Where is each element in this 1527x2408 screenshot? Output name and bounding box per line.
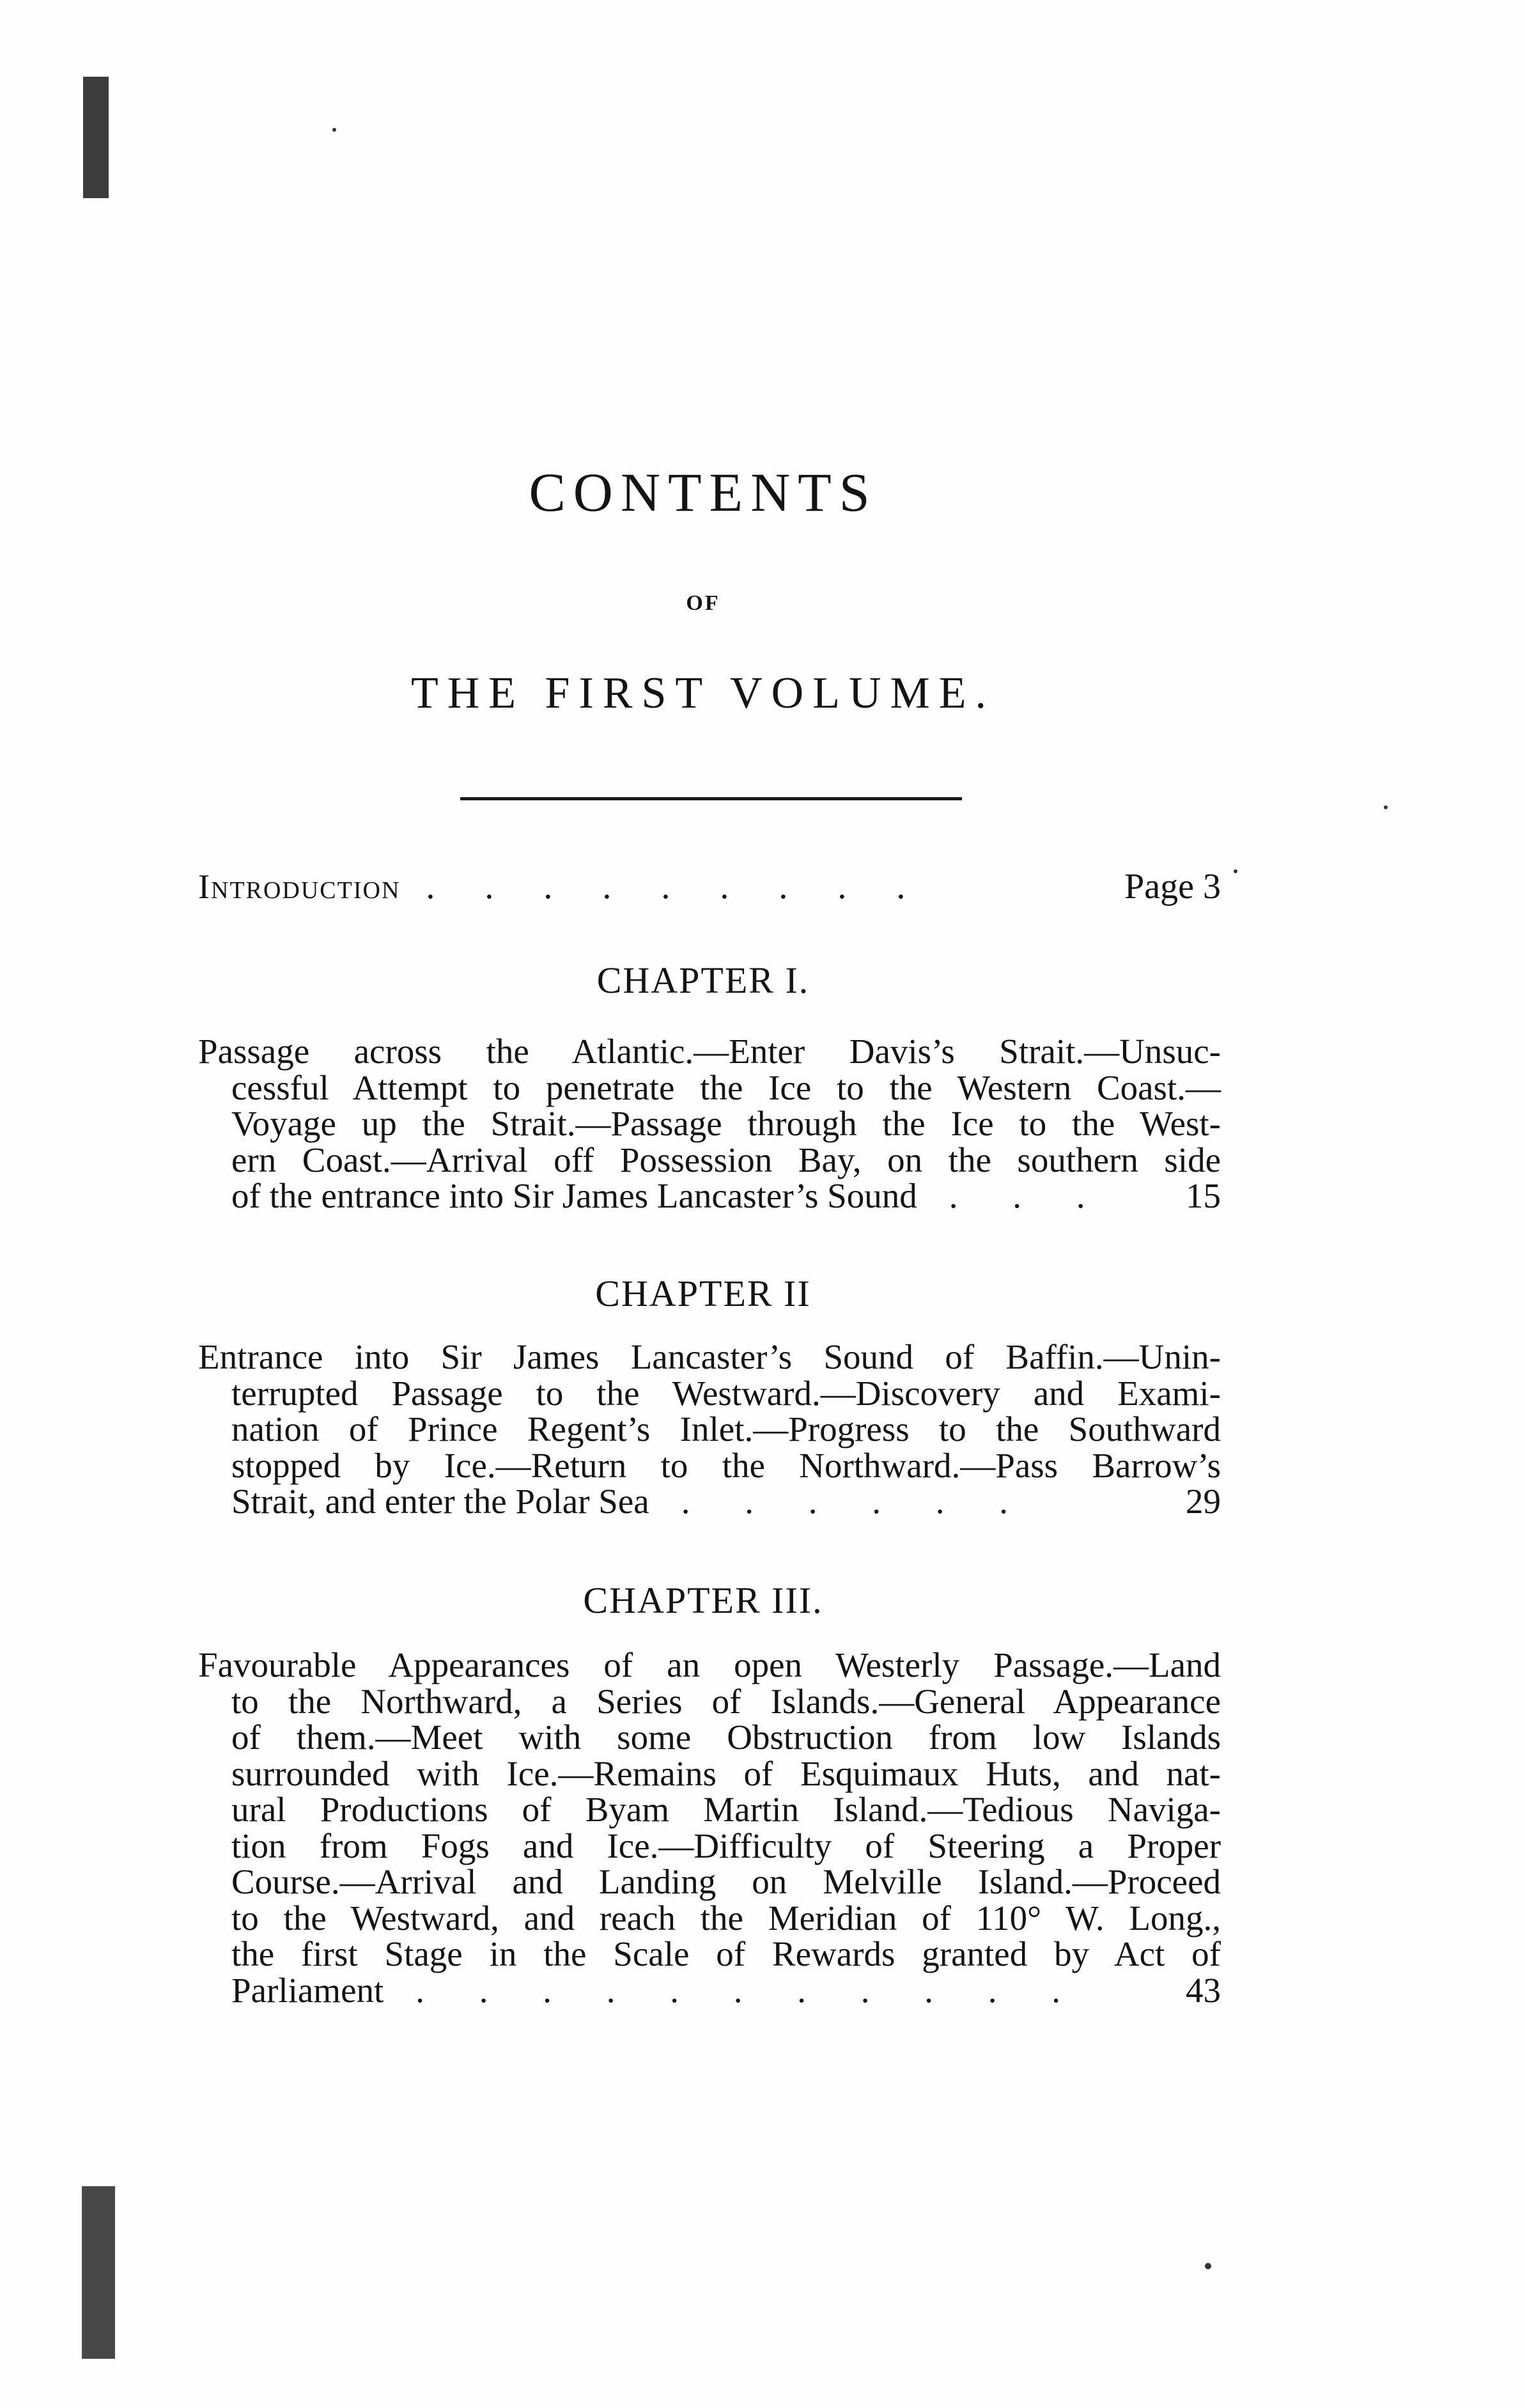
summary-line: Entrance into Sir James Lancaster’s Sound of Baffin.—Unin- bbox=[198, 1337, 1221, 1376]
ink-speck bbox=[1384, 805, 1388, 809]
page-title: CONTENTS bbox=[529, 462, 878, 523]
title-divider bbox=[460, 797, 962, 800]
summary-line: cessful Attempt to penetrate the Ice to the Western Coast.— bbox=[231, 1068, 1221, 1107]
dot-leader: . . . . . . bbox=[681, 1484, 1031, 1520]
summary-line: the first Stage in the Scale of Rewards granted by Act of bbox=[231, 1934, 1221, 1973]
summary-line: to the Westward, and reach the Meridian of 110° W. Long., bbox=[231, 1898, 1221, 1938]
summary-line: ern Coast.—Arrival off Possession Bay, on the southern side bbox=[231, 1140, 1221, 1179]
dot-leader: . . . . . . . . . . . bbox=[415, 1972, 1084, 2008]
volume-title: THE FIRST VOLUME. bbox=[410, 669, 996, 718]
summary-line: Favourable Appearances of an open Westerly Passage.—Land bbox=[198, 1645, 1221, 1684]
introduction-entry bbox=[198, 866, 1221, 907]
summary-line: surrounded with Ice.—Remains of Esquimaux Huts, and nat- bbox=[231, 1753, 1221, 1793]
chapter-3-heading: CHAPTER III. bbox=[583, 1580, 823, 1621]
summary-line: of them.—Meet with some Obstruction from low Islands bbox=[231, 1718, 1221, 1757]
summary-last-line bbox=[198, 1178, 1221, 1215]
chapter-1-heading: CHAPTER I. bbox=[596, 959, 810, 1001]
introduction-page: Page 3 bbox=[1124, 867, 1221, 906]
chapter-1-page: 15 bbox=[1186, 1176, 1221, 1215]
chapter-3-summary bbox=[198, 1647, 1221, 2008]
summary-line: Course.—Arrival and Landing on Melville Island.—Proceed bbox=[231, 1862, 1221, 1901]
ink-speck bbox=[1234, 869, 1237, 873]
summary-line: stopped by Ice.—Return to the Northward.—Pass Barrow’s bbox=[231, 1445, 1221, 1485]
scan-edge-mark-top bbox=[83, 77, 109, 198]
chapter-2-page: 29 bbox=[1186, 1482, 1221, 1521]
chapter-1-summary bbox=[198, 1034, 1221, 1215]
chapter-2-heading: CHAPTER II bbox=[595, 1273, 811, 1314]
summary-line: to the Northward, a Series of Islands.—General Appearance bbox=[231, 1681, 1221, 1721]
summary-line: Voyage up the Strait.—Passage through the Ice to the West- bbox=[231, 1104, 1221, 1143]
summary-line: of the entrance into Sir James Lancaster’s Sound bbox=[231, 1176, 917, 1215]
summary-last-line bbox=[198, 1484, 1221, 1520]
scan-edge-mark-bottom bbox=[82, 2186, 115, 2359]
dot-leader: . . . . . . . . . bbox=[426, 867, 926, 906]
ink-speck bbox=[332, 128, 336, 132]
summary-line: Parliament bbox=[231, 1970, 384, 2010]
chapter-3-page: 43 bbox=[1186, 1970, 1221, 2010]
title-connector: OF bbox=[686, 591, 720, 615]
summary-line: nation of Prince Regent’s Inlet.—Progress to the Southward bbox=[231, 1410, 1221, 1449]
summary-line: tion from Fogs and Ice.—Difficulty of Steering a Proper bbox=[231, 1826, 1221, 1865]
ink-speck bbox=[1205, 2263, 1211, 2269]
chapter-2-summary bbox=[198, 1339, 1221, 1520]
summary-line: terrupted Passage to the Westward.—Discovery and Exami- bbox=[231, 1373, 1221, 1413]
introduction-label: Introduction bbox=[198, 867, 401, 906]
summary-last-line bbox=[198, 1970, 1221, 2010]
dot-leader: . . . bbox=[949, 1178, 1108, 1215]
summary-line: Passage across the Atlantic.—Enter Davis’s Strait.—Unsuc- bbox=[198, 1032, 1221, 1071]
summary-line: Strait, and enter the Polar Sea bbox=[231, 1482, 649, 1521]
summary-line: ural Productions of Byam Martin Island.—Tedious Naviga- bbox=[231, 1790, 1221, 1829]
